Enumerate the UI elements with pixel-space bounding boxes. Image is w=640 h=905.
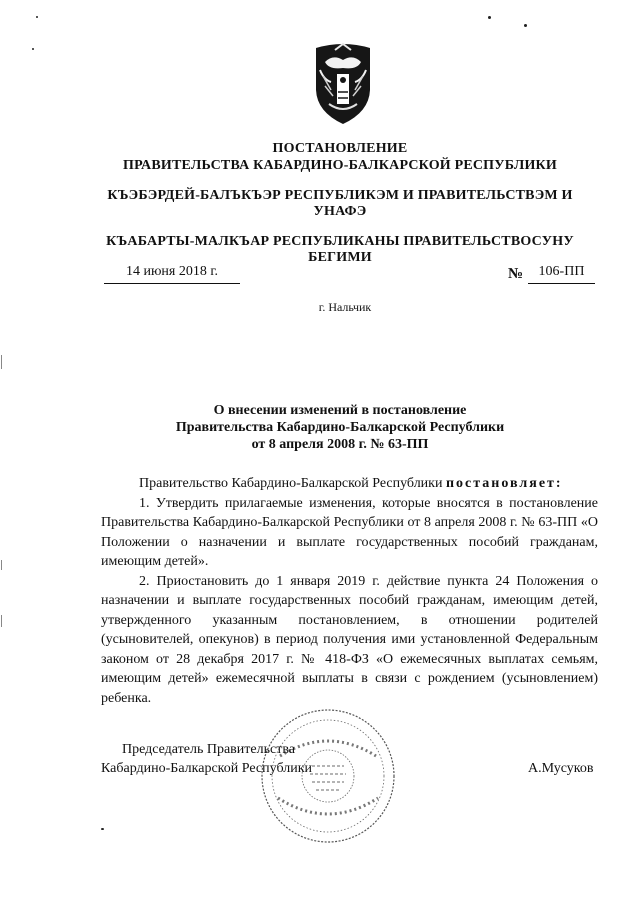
decree-number-label: № [508, 266, 524, 282]
decree-title-line2: Правительства Кабардино-Балкарской Республики [175, 420, 505, 435]
decree-intro [101, 474, 598, 494]
scan-speck [524, 24, 527, 27]
place-of-issue: г. Нальчик [318, 300, 372, 314]
issuer-russian: ПРАВИТЕЛЬСТВА КАБАРДИНО-БАЛКАРСКОЙ РЕСПУБЛИКИ [122, 158, 558, 173]
decree-number [528, 263, 595, 284]
signature-position-line2: Кабардино-Балкарской Республики [101, 761, 312, 776]
decree-title-line3: от 8 апреля 2008 г. № 63-ПП [251, 437, 429, 452]
scan-speck [36, 16, 38, 18]
scan-speck [101, 828, 104, 830]
scan-edge-mark [1, 355, 2, 369]
decree-keyword: постановляет: [445, 476, 563, 491]
issuer-kabardian-line2: УНАФЭ [313, 204, 367, 219]
decree-title [90, 402, 590, 453]
issuer-kabardian-line1: КЪЭБЭРДЕЙ-БАЛЪКЪЭР РЕСПУБЛИКЭМ И ПРАВИТЕЛЬСТВЭМ И [107, 188, 573, 203]
decree-title-line1: О внесении изменений в постановление [213, 403, 467, 418]
issuer-balkar-line1: КЪАБАРТЫ-МАЛКЪАР РЕСПУБЛИКАНЫ ПРАВИТЕЛЬСТВОСУНУ [106, 234, 574, 249]
signature-position-line1: Председатель Правительства [122, 742, 295, 757]
signatory-name: А.Мусуков [528, 761, 594, 776]
scan-edge-mark [1, 615, 2, 627]
doc-type-heading: ПОСТАНОВЛЕНИЕ [272, 141, 408, 156]
decree-body [101, 474, 598, 708]
decree-item-2: 2. Приостановить до 1 января 2019 г. действие пункта 24 Положения о назначении и выплате государственных пособий гражданам, имеющим детей, утвержденного указанным постановлением, в отношении родителей (усыновителей, опекунов) в период получения ими установленной Федеральным законом от 28 декабря 2017 г. № 418-ФЗ «О ежемесячных выплатах семьям, имеющим детей» ежемесячной выплаты в связи с рождением (усыновлением) ребенка. [101, 573, 598, 706]
scan-speck [32, 48, 34, 50]
decree-item-1: 1. Утвердить прилагаемые изменения, которые вносятся в постановление Правительства Кабардино-Балкарской Республики от 8 апреля 2008 г. № 63-ПП «О Положении о назначении и выплате государственных пособий гражданам, имеющим детей». [101, 495, 598, 569]
decree-number-text: 106-ПП [538, 264, 585, 279]
decree-intro-text: Правительство Кабардино-Балкарской Республики [139, 476, 443, 491]
scan-edge-mark [1, 560, 2, 570]
issuer-balkar-line2: БЕГИМИ [308, 250, 372, 265]
decree-date-text: 14 июня 2018 г. [125, 264, 219, 279]
scan-speck [488, 16, 491, 19]
coat-of-arms-emblem [311, 40, 375, 126]
decree-date [104, 263, 240, 284]
